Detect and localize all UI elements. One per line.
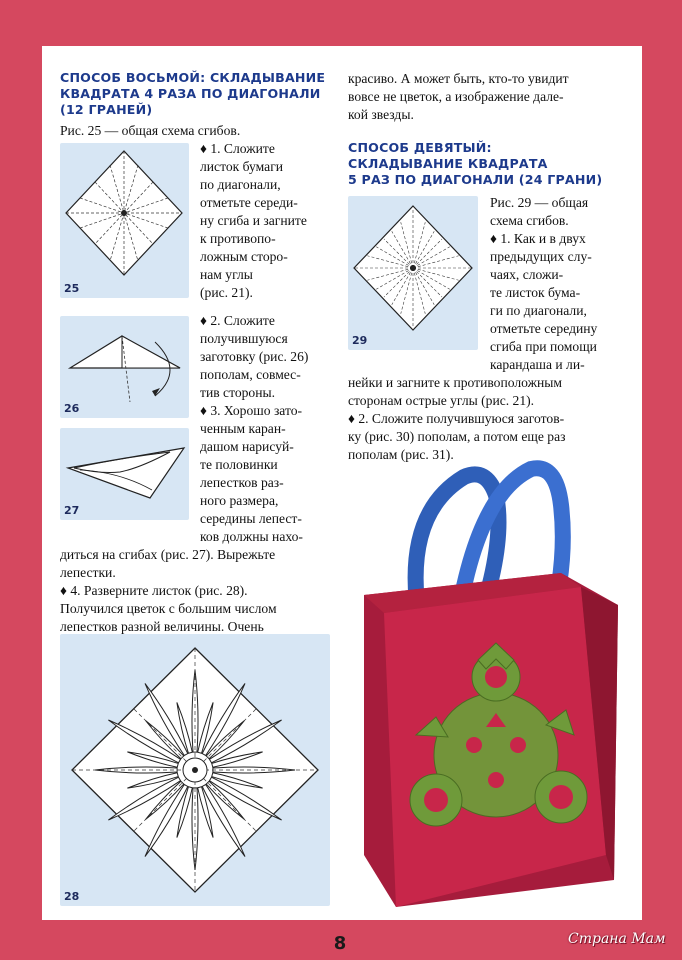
figure-26-number: 26	[64, 402, 80, 415]
text-line: ги по диагонали,	[490, 303, 587, 318]
text-line: предыдущих слу-	[490, 249, 592, 264]
text-line: схема сгибов.	[490, 213, 569, 228]
step-4-text	[60, 546, 277, 636]
figure-28	[60, 634, 330, 906]
flower-cutout-icon	[60, 634, 330, 906]
heading-line: КВАДРАТА 4 РАЗА ПО ДИАГОНАЛИ	[60, 86, 321, 101]
text-line: нейки и загните к противоположным	[348, 375, 563, 390]
text-line: лепестков раз-	[200, 475, 284, 490]
method-eight-heading	[60, 70, 340, 118]
text-line: отметьте середину	[490, 321, 598, 336]
figure-29-number: 29	[352, 334, 368, 347]
fold-triangle-icon	[60, 316, 189, 418]
text-line: тив стороны.	[200, 385, 276, 400]
gift-bag-photo	[356, 455, 642, 920]
page-number: 8	[333, 933, 347, 954]
step-3-text	[200, 402, 303, 546]
text-line: (рис. 21).	[200, 285, 253, 300]
figure-27	[60, 428, 189, 520]
text-line: пополам, совмес-	[200, 367, 301, 382]
fold-diagram-icon	[348, 196, 478, 350]
continuation-text	[348, 70, 569, 124]
step-1-text	[200, 140, 307, 302]
text-line: пополам (рис. 31).	[348, 447, 454, 462]
text-line: ков должны нахо-	[200, 529, 303, 544]
text-line: Получился цветок с большим числом	[60, 601, 277, 616]
text-line: ного размера,	[200, 493, 279, 508]
text-line: сторонам острые углы (рис. 21).	[348, 393, 535, 408]
text-line: ♦ 1. Как и в двух	[490, 231, 586, 246]
figure-25-caption: Рис. 25 — общая схема сгибов.	[60, 123, 241, 138]
text-line: по диагонали,	[200, 177, 281, 192]
text-line: ♦ 1. Сложите	[200, 141, 275, 156]
text-line: дашом нарисуй-	[200, 439, 294, 454]
text-line: ♦ 3. Хорошо зато-	[200, 403, 303, 418]
text-line: ку (рис. 30) пополам, а потом еще раз	[348, 429, 566, 444]
text-line: середины лепест-	[200, 511, 302, 526]
text-line: ну сгиба и загните	[200, 213, 307, 228]
figure-27-number: 27	[64, 504, 80, 517]
text-line: отметьте середи-	[200, 195, 298, 210]
text-line: диться на сгибах (рис. 27). Вырежьте	[60, 547, 276, 562]
text-line: получившуюся	[200, 331, 288, 346]
text-line: кой звезды.	[348, 107, 414, 122]
text-line: ♦ 2. Сложите получившуюся заготов-	[348, 411, 565, 426]
text-line: листок бумаги	[200, 159, 284, 174]
text-line: заготовку (рис. 26)	[200, 349, 309, 364]
text-line: нам углы	[200, 267, 253, 282]
step-2-text	[200, 312, 308, 402]
heading-line: СКЛАДЫВАНИЕ КВАДРАТА	[348, 156, 548, 171]
fold-diagram-icon	[60, 143, 189, 298]
text-line: чаях, сложи-	[490, 267, 564, 282]
text-line: сгиба при помощи	[490, 339, 597, 354]
method-nine-step-1	[490, 194, 597, 374]
figure-29	[348, 196, 478, 350]
heading-line: (12 ГРАНЕЙ)	[60, 102, 153, 117]
text-line: вовсе не цветок, а изображение дале-	[348, 89, 564, 104]
text-line: лепестки.	[60, 565, 116, 580]
text-line: лепестков разной величины. Очень	[60, 619, 264, 634]
figure-28-number: 28	[64, 890, 80, 903]
text-line: ♦ 4. Разверните листок (рис. 28).	[60, 583, 248, 598]
text-line: ченным каран-	[200, 421, 286, 436]
text-line: карандаша и ли-	[490, 357, 585, 372]
text-line: ♦ 2. Сложите	[200, 313, 275, 328]
text-line: красиво. А может быть, кто-то увидит	[348, 71, 569, 86]
heading-line: СПОСОБ ДЕВЯТЫЙ:	[348, 140, 492, 155]
text-line: те листок бума-	[490, 285, 581, 300]
figure-26	[60, 316, 189, 418]
heading-line: 5 РАЗ ПО ДИАГОНАЛИ (24 ГРАНИ)	[348, 172, 603, 187]
method-nine-step-2	[348, 374, 566, 464]
text-line: Рис. 29 — общая	[490, 195, 589, 210]
text-line: к противопо-	[200, 231, 276, 246]
figure-25-number: 25	[64, 282, 80, 295]
method-nine-heading	[348, 140, 628, 188]
petal-sketch-icon	[60, 428, 189, 520]
figure-25	[60, 143, 189, 298]
site-watermark: Страна Мам	[568, 931, 666, 947]
text-line: те половинки	[200, 457, 278, 472]
heading-line: СПОСОБ ВОСЬМОЙ: СКЛАДЫВАНИЕ	[60, 70, 326, 85]
text-line: ложным сторо-	[200, 249, 288, 264]
